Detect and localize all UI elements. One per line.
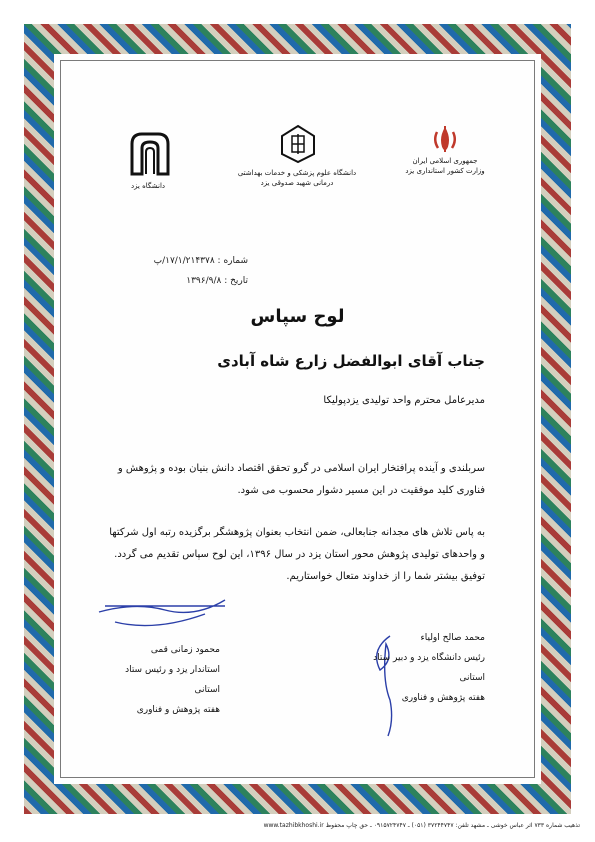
letter-date: تاریخ : ۱۳۹۶/۹/۸ (186, 276, 248, 286)
recipient-name: جناب آقای ابوالفضل زارع شاه آبادی (217, 352, 485, 370)
left-signatory-subtitle: هفته پژوهش و فناوری (136, 705, 220, 715)
medical-university-caption: دانشگاه علوم پزشکی و خدمات بهداشتی درمانی شهید صدوقی یزد (237, 169, 357, 187)
university-caption: دانشگاه یزد (130, 182, 166, 190)
letter-number: شماره : ۱۷/۱/۲۱۴۳۷۸/پ (153, 256, 248, 266)
right-signatory-subtitle: هفته پژوهش و فناوری (401, 693, 485, 703)
left-signatory (110, 640, 220, 720)
body-paragraph-1: سربلندی و آینده پرافتخار ایران اسلامی در گرو تحقق اقتصاد دانش بنیان بوده و پژوهش و فناوری کلید موفقیت در این مسیر دشوار محسوب می شود. (117, 463, 485, 496)
government-caption: جمهوری اسلامی ایران وزارت کشور استانداری یزد (405, 157, 485, 175)
right-signatory-name: محمد صالح اولیاء (420, 633, 485, 643)
right-signatory-title: رئیس دانشگاه یزد و دبیر ستاد استانی (373, 653, 485, 683)
iran-emblem-logo (430, 124, 460, 154)
body-paragraph-2: به پاس تلاش های مجدانه جنابعالی، ضمن انتخاب بعنوان پژوهشگر برگزیده رتبه اول شرکتها و واحدهای تولیدی پژوهش محور استان یزد در سال ۱۳۹۶، این لوح سپاس تقدیم می گردد. توفیق بیشتر شما را از خداوند متعال خواستاریم. (109, 527, 485, 582)
left-signatory-name: محمود زمانی قمی (150, 645, 220, 655)
certificate-title: لوح سپاس (250, 306, 345, 327)
recipient-position: مدیرعامل محترم واحد تولیدی یزدپولیکا (323, 395, 485, 406)
left-signatory-title: استاندار یزد و رئیس ستاد استانی (125, 665, 220, 695)
footer-credit: تذهیب شماره ۷۳۳ اثر عباس خوشی ـ مشهد تلفن: ۳۷۲۴۴۷۴۷ (۰۵۱) ـ ۰۹۱۵۷۲۴۷۴۷ ـ حق چاپ محفوظ www.tazhibkhoshi.ir (263, 822, 580, 829)
medical-university-logo (278, 124, 318, 164)
right-signatory (345, 628, 485, 708)
yazd-university-logo (128, 130, 172, 178)
